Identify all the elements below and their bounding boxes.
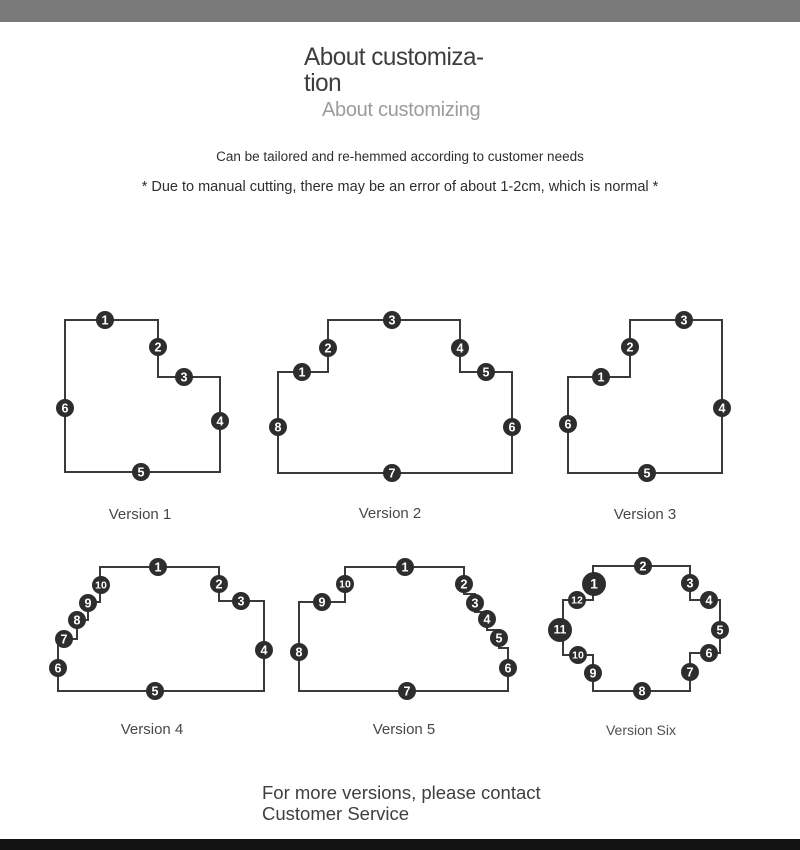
footer-contact-text [262,782,582,824]
diagram-version-4 [49,558,273,700]
version-3-label: Version 3 [613,506,677,523]
diagram-version-6 [548,557,729,700]
edge-marker-number: 1 [298,365,306,380]
edge-marker-number: 1 [154,560,162,575]
edge-marker-number: 4 [718,401,726,416]
edge-marker-number: 5 [482,365,490,380]
edge-marker-number: 10 [572,649,584,662]
edge-marker-number: 2 [626,340,634,355]
edge-marker-number: 4 [483,612,491,627]
edge-marker-number: 6 [508,420,516,435]
footer-line2: Customer Service [262,803,410,824]
edge-marker-number: 2 [639,559,647,574]
note-cutting-error: * Due to manual cutting, there may be an error of about 1-2cm, which is normal * [141,179,659,195]
version-1-label: Version 1 [108,506,172,523]
version-six-label: Version Six [605,722,677,738]
edge-marker-number: 6 [504,661,512,676]
edge-marker-number: 4 [705,593,713,608]
edge-marker-number: 2 [460,577,468,592]
edge-marker-number: 5 [137,465,145,480]
edge-marker-number: 4 [260,643,268,658]
edge-marker-number: 4 [216,414,224,429]
shape-outline [568,320,722,473]
edge-marker-number: 7 [686,665,694,680]
edge-marker-number: 8 [274,420,282,435]
version-4-label: Version 4 [120,721,184,738]
edge-marker-number: 2 [154,340,162,355]
edge-marker-number: 6 [564,417,572,432]
edge-marker-number: 9 [589,666,597,681]
edge-marker-number: 9 [318,595,326,610]
edge-marker-number: 10 [95,579,107,592]
edge-marker-number: 3 [471,596,479,611]
edge-marker-number: 5 [716,623,724,638]
edge-marker-number: 5 [495,631,503,646]
diagram-version-1 [56,311,229,481]
edge-marker-number: 10 [339,578,351,591]
edge-marker-number: 1 [401,560,409,575]
edge-marker-number: 8 [73,613,81,628]
diagram-version-2 [269,311,521,482]
version-5-label: Version 5 [372,721,436,738]
edge-marker-number: 4 [456,341,464,356]
edge-marker-number: 1 [590,575,598,592]
edge-marker-number: 6 [54,661,62,676]
edge-marker-number: 7 [403,684,411,699]
edge-marker-number: 3 [237,594,245,609]
edge-marker-number: 6 [61,401,69,416]
edge-marker-number: 8 [638,684,646,699]
shape-outline [299,567,508,691]
bottom-divider-bar [0,839,800,850]
edge-marker-number: 8 [295,645,303,660]
edge-marker-number: 2 [215,577,223,592]
edge-marker-number: 5 [151,684,159,699]
edge-marker-number: 1 [597,370,605,385]
note-tailoring: Can be tailored and re-hemmed according to customer needs [216,149,584,164]
edge-marker-number: 12 [571,594,583,607]
edge-marker-number: 6 [705,646,713,661]
shape-outline [65,320,220,472]
edge-marker-number: 9 [84,596,92,611]
edge-marker-number: 7 [388,466,396,481]
edge-marker-number: 3 [686,576,694,591]
edge-marker-number: 5 [643,466,651,481]
shape-outline [278,320,512,473]
version-2-label: Version 2 [358,505,422,522]
edge-marker-number: 3 [680,313,688,328]
diagram-version-3 [559,311,731,482]
edge-marker-number: 3 [180,370,188,385]
edge-marker-number: 11 [553,622,567,637]
shape-outline [58,567,264,691]
edge-marker-number: 7 [60,632,68,647]
diagram-version-5 [290,558,517,700]
edge-marker-number: 1 [101,313,109,328]
edge-marker-number: 2 [324,341,332,356]
page-title-line2: tion [304,69,342,97]
page-subtitle: About customizing [322,99,481,121]
page-title-line1: About customiza- [304,43,484,71]
footer-line1: For more versions, please contact [262,782,541,803]
edge-marker-number: 3 [388,313,396,328]
